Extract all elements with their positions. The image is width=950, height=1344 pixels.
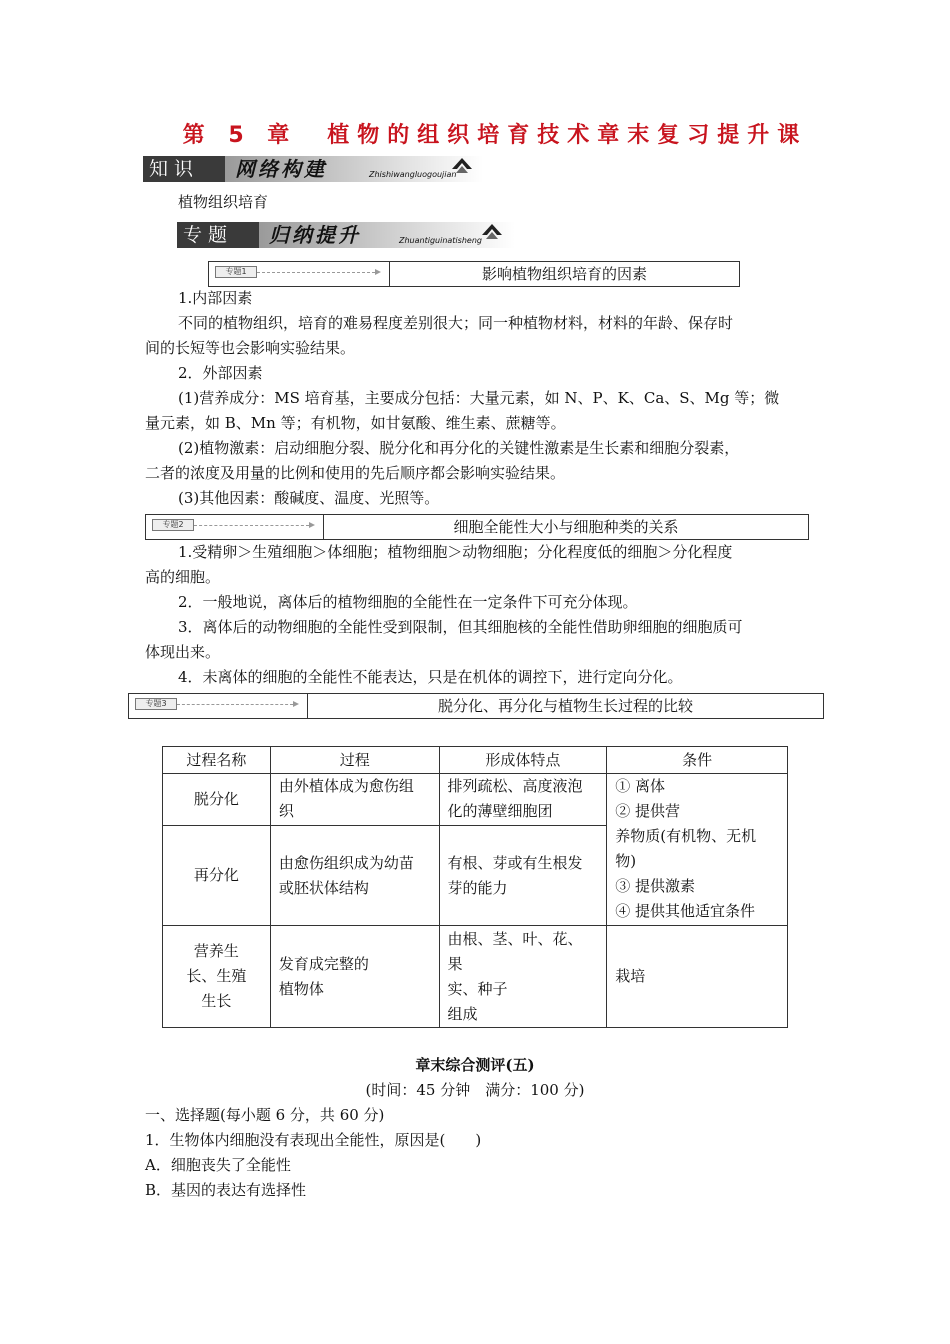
table-cell: 发育成完整的 植物体 [270, 926, 439, 1028]
t1-line: 2．外部因素 [178, 364, 263, 382]
banner-title: 网络构建 [225, 156, 483, 182]
table-cell: 有根、芽或有生根发 芽的能力 [439, 826, 607, 926]
table-cell: 营养生 长、生殖 生长 [163, 926, 271, 1028]
network-caption: 植物组织培育 [178, 193, 269, 211]
table-cell: 栽培 [607, 926, 788, 1028]
table-cell: 由外植体成为愈伤组 织 [270, 774, 439, 826]
arrow-right-icon [375, 269, 381, 275]
table-cell: 排列疏松、高度液泡 化的薄壁细胞团 [439, 774, 607, 826]
t2-line: 高的细胞。 [145, 568, 221, 586]
test-meta: (时间：45 分钟 满分：100 分) [365, 1081, 585, 1099]
t2-line: 3．离体后的动物细胞的全能性受到限制，但其细胞核的全能性借助卵细胞的细胞质可 [178, 618, 743, 636]
t2-line: 4．未离体的细胞的全能性不能表达，只是在机体的调控下，进行定向分化。 [178, 668, 683, 686]
table-cell: ① 离体 ② 提供营 养物质(有机物、无机 物) ③ 提供激素 ④ 提供其他适宜条件 [607, 774, 788, 926]
topic2-header [145, 514, 809, 540]
table-row [163, 926, 788, 1028]
t1-line: 量元素，如 B、Mn 等；有机物，如甘氨酸、维生素、蔗糖等。 [145, 414, 566, 432]
t1-line: (2)植物激素：启动细胞分裂、脱分化和再分化的关键性激素是生长素和细胞分裂素， [178, 439, 740, 457]
table-row [163, 774, 788, 826]
t1-line: 间的长短等也会影响实验结果。 [145, 339, 356, 357]
topic-badge: 专题1 [215, 266, 257, 278]
table-header: 形成体特点 [439, 747, 607, 774]
arrow-right-icon [293, 701, 299, 707]
test-title: 章末综合测评(五) [415, 1056, 535, 1074]
answer-option: B．基因的表达有选择性 [145, 1181, 307, 1199]
question-text: 1．生物体内细胞没有表现出全能性，原因是( ) [145, 1131, 482, 1149]
table-cell: 由根、茎、叶、花、 果 实、种子 组成 [439, 926, 607, 1028]
knowledge-network-banner [143, 152, 483, 184]
answer-option: A．细胞丧失了全能性 [145, 1156, 291, 1174]
topic-badge: 专题2 [152, 519, 194, 531]
t1-line: (3)其他因素：酸碱度、温度、光照等。 [178, 489, 440, 507]
t2-line: 2．一般地说，离体后的植物细胞的全能性在一定条件下可充分体现。 [178, 593, 638, 611]
topic-heading: 脱分化、再分化与植物生长过程的比较 [437, 697, 693, 715]
banner-label: 知识 [143, 156, 225, 182]
table-cell: 由愈伤组织成为幼苗 或胚状体结构 [270, 826, 439, 926]
topic-badge: 专题3 [135, 698, 177, 710]
t1-line: 不同的植物组织，培育的难易程度差别很大；同一种植物材料，材料的年龄、保存时 [178, 314, 734, 332]
comparison-table [162, 746, 788, 1028]
chevron-up-icon [481, 222, 503, 244]
banner-pinyin: Zhishiwangluogoujian [369, 170, 457, 179]
topic1-header [208, 261, 740, 287]
t1-line: (1)营养成分：MS 培育基，主要成分包括：大量元素，如 N、P、K、Ca、S、Mg 等；微 [178, 389, 780, 407]
table-header: 条件 [607, 747, 788, 774]
banner-pinyin: Zhuantiguinatisheng [399, 236, 482, 245]
t1-line: 二者的浓度及用量的比例和使用的先后顺序都会影响实验结果。 [145, 464, 566, 482]
banner-title: 归纳提升 [259, 222, 515, 248]
table-header-row [163, 747, 788, 774]
topic3-header [128, 693, 824, 719]
table-header: 过程 [270, 747, 439, 774]
t2-line: 1.受精卵＞生殖细胞＞体细胞；植物细胞＞动物细胞；分化程度低的细胞＞分化程度 [178, 543, 733, 561]
table-cell: 再分化 [163, 826, 271, 926]
topic-heading: 细胞全能性大小与细胞种类的关系 [453, 518, 679, 536]
t1-line: 1.内部因素 [178, 289, 253, 307]
table-cell: 脱分化 [163, 774, 271, 826]
chapter-title: 第 5 章 植物的组织培育技术章末复习提升课 [182, 123, 808, 148]
section-heading: 一、选择题(每小题 6 分，共 60 分) [145, 1106, 385, 1124]
arrow-right-icon [309, 522, 315, 528]
table-header: 过程名称 [163, 747, 271, 774]
topic-heading: 影响植物组织培育的因素 [481, 265, 647, 283]
banner-label: 专题 [177, 222, 259, 248]
chevron-up-icon [451, 156, 473, 178]
t2-line: 体现出来。 [145, 643, 221, 661]
topic-summary-banner [177, 218, 515, 250]
